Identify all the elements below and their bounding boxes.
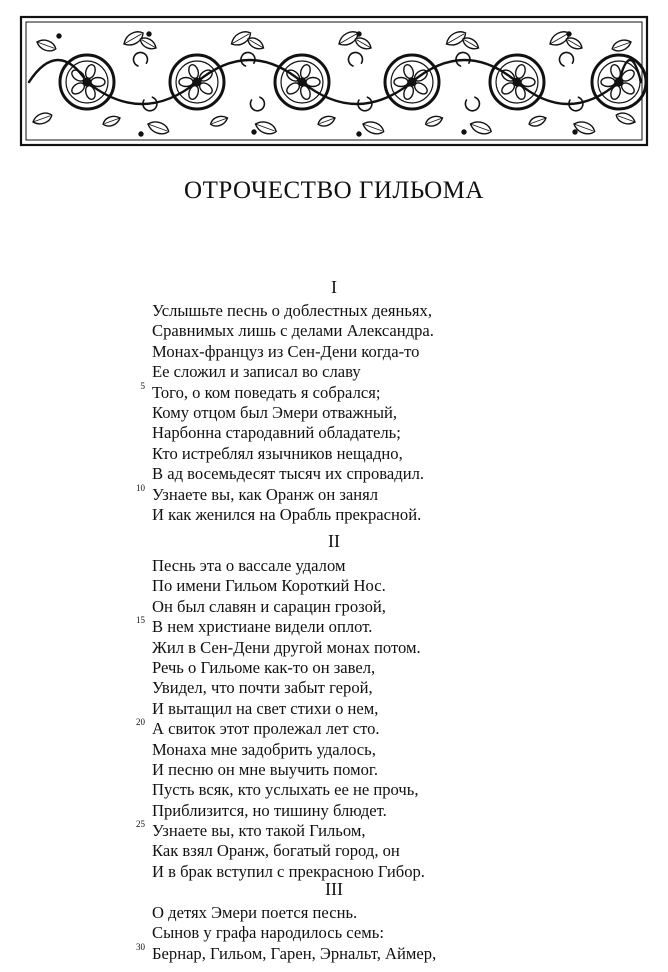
verse-line [152, 658, 632, 678]
verse-text: Он был славян и сарацин грозой, [152, 596, 386, 616]
verse-text: Монаха мне задобрить удалось, [152, 739, 376, 759]
verse-line [152, 760, 632, 780]
verse-text: О детях Эмери поется песнь. [152, 903, 358, 922]
line-number: 5 [140, 380, 145, 391]
section-numeral-3: III [325, 879, 343, 899]
verse-text: Пусть всяк, кто услыхать ее не прочь, [152, 780, 419, 800]
verse-line [152, 699, 632, 719]
verse-text: По имени Гильом Короткий Нос. [152, 576, 386, 596]
verse-text: Услышьте песнь о доблестных деяньях, [152, 301, 432, 320]
verse-text: И в брак вступил с прекрасною Гибор. [152, 861, 425, 881]
verse-line [136, 941, 632, 964]
verse-text: Узнаете вы, как Оранж он занял [152, 484, 379, 504]
verse-line [152, 505, 632, 525]
verse-line [152, 464, 632, 484]
verse-text: В нем христиане видели оплот. [152, 617, 373, 637]
verse-line [136, 717, 632, 739]
verse-text: Кому отцом был Эмери отважный, [152, 402, 398, 422]
stanza-1 [136, 301, 632, 525]
line-number: 25 [136, 819, 145, 830]
verse-line [136, 615, 632, 637]
verse-text: А свиток этот пролежал лет сто. [152, 719, 380, 739]
verse-text: Монах-француз из Сен-Дени когда-то [152, 341, 420, 361]
section-numeral-1: I [331, 277, 337, 297]
verse-text: Жил в Сен-Дени другой монах потом. [152, 637, 421, 657]
verse-text: Того, о ком поведать я собрался; [152, 382, 381, 402]
stanza-3 [136, 903, 632, 964]
verse-text: Бернар, Гильом, Гарен, Эрнальт, Аймер, [152, 943, 437, 963]
verse-text: В ад восемьдесят тысяч их спровадил. [152, 464, 425, 484]
verse-line [152, 321, 632, 341]
verse-line [140, 380, 632, 403]
verse-line [152, 597, 632, 617]
section-numeral-2: II [328, 531, 340, 551]
verse-text: Как взял Оранж, богатый город, он [152, 841, 400, 861]
verse-line [152, 576, 632, 596]
verse-text: И как женился на Орабль прекрасной. [152, 504, 422, 524]
verse-text: Ее сложил и записал во славу [152, 362, 361, 382]
verse-line [152, 923, 632, 943]
line-number: 30 [136, 941, 145, 952]
verse-text: Нарбонна стародавний обладатель; [152, 423, 401, 443]
verse-line [136, 819, 632, 841]
verse-text: Увидел, что почти забыт герой, [152, 678, 373, 698]
verse-line [152, 423, 632, 443]
verse-line [152, 342, 632, 362]
verse-line [152, 903, 632, 923]
verse-line [136, 482, 632, 505]
verse-line [152, 780, 632, 800]
verse-line [152, 740, 632, 760]
verse-text: Приблизится, но тишину блюдет. [152, 800, 387, 820]
verse-text: И песню он мне выучить помог. [152, 759, 379, 779]
vine-scroll-ornament-icon [19, 14, 649, 151]
verse-line [152, 841, 632, 861]
verse-line [152, 301, 632, 321]
stanza-2 [136, 556, 632, 882]
verse-line [152, 638, 632, 658]
verse-line [152, 556, 632, 576]
verse-line [152, 403, 632, 423]
verse-text: Сравнимых лишь с делами Александра. [152, 321, 434, 341]
verse-line [152, 444, 632, 464]
verse-line [152, 801, 632, 821]
line-number: 20 [136, 717, 145, 728]
verse-text: И вытащил на свет стихи о нем, [152, 698, 379, 718]
verse-text: Песнь эта о вассале удалом [152, 556, 346, 575]
verse-line [152, 678, 632, 698]
line-number: 15 [136, 615, 145, 626]
line-number: 10 [136, 482, 145, 493]
verse-text: Речь о Гильоме как-то он завел, [152, 657, 376, 677]
verse-text: Кто истреблял язычников нещадно, [152, 443, 403, 463]
page-title: ОТРОЧЕСТВО ГИЛЬОМА [184, 177, 484, 204]
verse-line [152, 362, 632, 382]
verse-text: Узнаете вы, кто такой Гильом, [152, 821, 366, 841]
verse-text: Сынов у графа народилось семь: [152, 923, 384, 943]
